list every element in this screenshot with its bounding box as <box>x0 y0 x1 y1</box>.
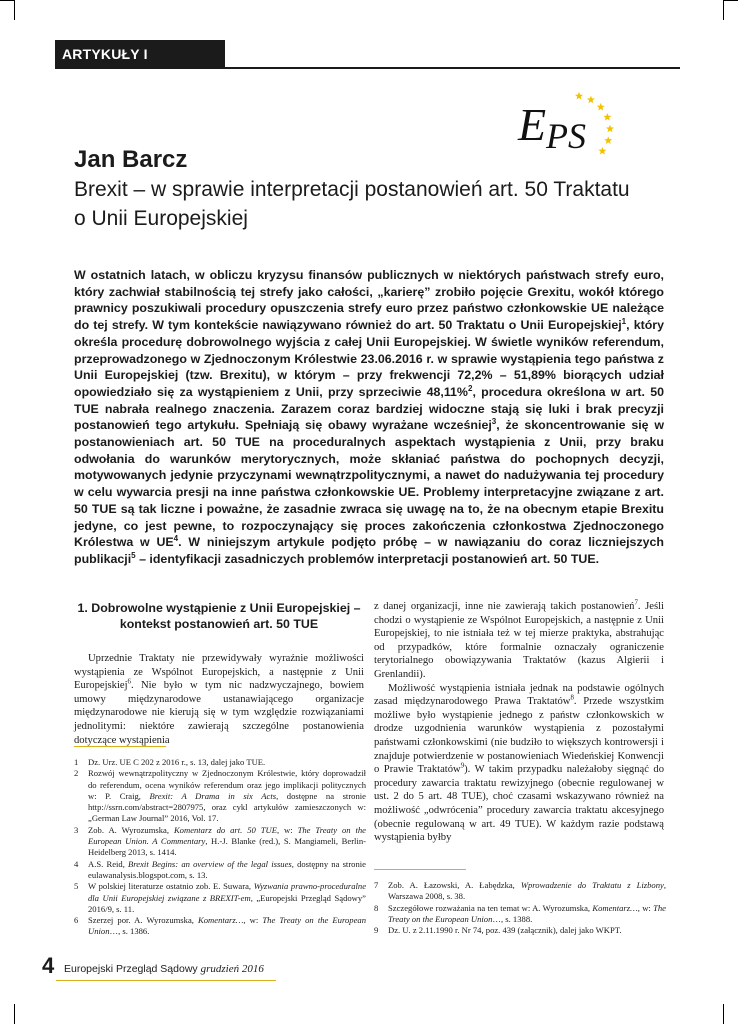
left-column <box>74 600 364 747</box>
issue-date: grudzień 2016 <box>200 963 264 975</box>
crop-mark-bottom-left-v <box>14 1004 15 1024</box>
crop-mark-top-left <box>0 0 14 1</box>
journal-name: Europejski Przegląd Sądowy grudzień 2016 <box>64 963 264 975</box>
section-rule <box>55 67 680 69</box>
footnote-rule-left <box>74 746 166 747</box>
right-column <box>374 600 664 845</box>
footnote-number: 6 <box>74 915 79 926</box>
star-icon <box>575 92 583 100</box>
paragraph: z danej organizacji, inne nie zawierają takich postanowień$^7$. Jeśli chodzi o wystąpienie ze Wspólnot Europejskich, a następnie z Unii Europejskiej, to nie istniała też w tej mierze praktyka, abstrahując od przypadków, które formalnie oznaczały ograniczenie terytorialnego obowiązywania Traktatów (kazus Algierii i Grenlandii). <box>374 599 664 680</box>
footnote <box>374 925 666 936</box>
footnotes-right <box>374 880 666 936</box>
footnote-number: 4 <box>74 858 79 869</box>
footnote <box>74 757 366 768</box>
footnote-text: W polskiej literaturze ostatnio zob. E. Suwara, Wyzwania prawno-proceduralne dla Unii Europejskiej związane z BREXIT-em, „Europejski Przegląd Sądowy” 2016/9, s. 11. <box>88 881 367 914</box>
footnote-text: Szczegółowe rozważania na ten temat w: A. Wyrozumska, Komentarz…, w: The Treaty on the European Union…, s. 1388. <box>388 902 666 924</box>
footnote <box>374 903 666 926</box>
footnote-number: 3 <box>74 824 79 835</box>
paragraph: Możliwość wystąpienia istniała jednak na podstawie ogólnych zasad międzynarodowego Prawa Traktatów$^8$. Przede wszystkim możliwe było wystąpienie jednego z państw członkowskich w drodze uzgodnienia warunków wystąpienia z pozostałymi państwami członkowskimi (nie budziło to większych kontrowersji i znajduje potwierdzenie w postanowieniach Wiedeńskiej Konwencji o Prawie Traktatów$^9$). W takim przypadku należałoby sięgnąć do procedury zawarcia traktatu rewizyjnego (obecnie regulowanej w ust. 2 do 5 art. 48 TUE), choć czasami wskazywano również na możliwość „odwrócenia” procedury zawarcia traktatu akcesyjnego (obecnie regulowaną w art. 49 TUE). W każdym razie podstawą wystąpienia byłby <box>374 682 664 844</box>
footnote-number: 5 <box>74 881 79 892</box>
section-heading: 1. Dobrowolne wystąpienie z Unii Europejskiej – kontekst postanowień art. 50 TUE <box>77 601 361 631</box>
crop-mark-bottom-right-v <box>723 1004 724 1024</box>
footnotes-left <box>74 757 366 938</box>
star-icon <box>606 125 614 133</box>
crop-mark-top-left-v <box>14 0 15 20</box>
footnote-text: A.S. Reid, Brexit Begins: an overview of the legal issues, dostępny na stronie eulawanalysis.blogspot.com, s. 13. <box>88 858 366 880</box>
footnote-text: Dz. U. z 2.11.1990 r. Nr 74, poz. 439 (załącznik), dalej jako WKPT. <box>388 925 622 936</box>
footnote-text: Rozwój wewnątrzpolityczny w Zjednoczonym Królestwie, który doprowadził do referendum, ocena wyników referendum oraz jego implikacji politycznych w: P. Craig, Brexit: A Drama in six Acts, dostępne na stronie http://ssrn.com/abstract=2807975, oraz cykl artykułów zamieszczonych w: „German Law Journal” 2016, Vol. 17. <box>88 768 366 824</box>
star-icon <box>598 147 606 155</box>
section-label: ARTYKUŁY I ROZPRAWY <box>55 40 225 68</box>
star-icon <box>603 113 611 121</box>
footnote-rule-right <box>374 869 466 870</box>
eps-logo <box>512 82 622 162</box>
star-icon <box>597 103 605 111</box>
logo-letter-e: E <box>518 99 547 150</box>
article-title: Brexit – w sprawie interpretacji postanowień art. 50 Traktatu o Unii Europejskiej <box>74 178 630 230</box>
star-icon <box>604 136 612 144</box>
footnote-text: Zob. A. Wyrozumska, Komentarz do art. 50 TUE, w: The Treaty on the European Union. A Commentary, H.-J. Blanke (red.), S. Mangiameli, Berlin-Heidelberg 2013, s. 1414. <box>88 824 366 858</box>
footnote <box>74 825 366 859</box>
logo-letters-ps: PS <box>546 116 586 156</box>
footnote-number: 7 <box>374 880 379 890</box>
paragraph: Uprzednie Traktaty nie przewidywały wyraźnie możliwości wystąpienia ze Wspólnot Europejskich, a następnie z Unii Europejskiej$^6$. Nie było w tym nic nadzwyczajnego, bowiem umowy międzynarodowe ustanawiającego organizacje międzynarodowe nie kierują się w tym względzie rozwiązaniami jednolitymi: niektóre zawierają szczególne postanowienia dotyczące wystąpienia <box>74 653 364 746</box>
footnote-text: Szerzej por. A. Wyrozumska, Komentarz…, w: The Treaty on the European Union…, s. 1386. <box>88 915 367 937</box>
footnote-number: 9 <box>374 925 379 936</box>
footnote-number: 2 <box>74 768 79 779</box>
footnote-number: 8 <box>374 902 379 913</box>
footnote <box>74 915 366 938</box>
crop-mark-top-right-v <box>723 0 724 20</box>
footnote <box>374 880 666 903</box>
crop-mark-top-right <box>724 0 738 1</box>
footnote <box>74 768 366 824</box>
footer-rule <box>56 980 276 981</box>
footnote <box>74 881 366 915</box>
footnote-text: Zob. A. Łazowski, A. Łabędzka, Wprowadzenie do Traktatu z Lizbony, Warszawa 2008, s. 38. <box>388 880 666 902</box>
footnote <box>74 859 366 882</box>
author-name: Jan Barcz <box>74 146 188 173</box>
page-number: 4 <box>42 953 55 978</box>
footnote-number: 1 <box>74 757 79 767</box>
star-icon <box>587 96 595 104</box>
footnote-text: Dz. Urz. UE C 202 z 2016 r., s. 13, dalej jako TUE. <box>88 757 266 767</box>
abstract: W ostatnich latach, w obliczu kryzysu finansów publicznych w niektórych państwach strefy euro, który zachwiał stabilnością tej strefy jako całości, „karierę” zrobiło pojęcie Grexitu, wokół którego prawnicy poszukiwali procedury opuszczenia strefy euro przez państwo członkowskie UE należące do tej strefy. W tym kontekście nawiązywano również do art. 50 Traktatu o Unii Europejskiej$^1$, który określa procedurę dobrowolnego wyjścia z całej Unii Europejskiej. W świetle wyników referendum, przeprowadzonego w Zjednoczonym Królestwie 23.06.2016 r. w sprawie wystąpienia tego państwa z Unii Europejskiej (tzw. Brexitu), w którym – przy frekwencji 72,2% – 51,89% biorących udział opowiedziało się za wystąpieniem z Unii, przy sprzeciwie 48,11%$^2$, procedura określona w art. 50 TUE nabrała realnego znaczenia. Zarazem coraz bardziej widoczne stają się luki i brak precyzji postanowień tego artykułu. Spełniają się obawy wyrażane wcześniej$^3$, że skoncentrowanie się w postanowieniach art. 50 TUE na proceduralnych aspektach wystąpienia z Unii, przy braku odwołania do warunków merytorycznych, może skłaniać państwa do pochopnych decyzji, motywowanych jedynie przyczynami wewnątrzpolitycznymi, a nawet do nadużywania tej procedury w celu wywarcia presji na inne państwa członkowskie UE. Problemy interpretacyjne związane z art. 50 TUE są tak liczne i poważne, że zasadnie zwraca się uwagę na to, że na obecnym etapie Brexitu jedyne, co jest pewne, to rozpoczynający się proces zakończenia członkostwa Zjednoczonego Królestwa w $UE^4$. W niniejszym artykule podjęto próbę – w nawiązaniu do coraz liczniejszych publikacji$^5$ – identyfikacji zasadniczych problemów interpretacji postanowień art. 50 TUE. <box>74 268 664 566</box>
